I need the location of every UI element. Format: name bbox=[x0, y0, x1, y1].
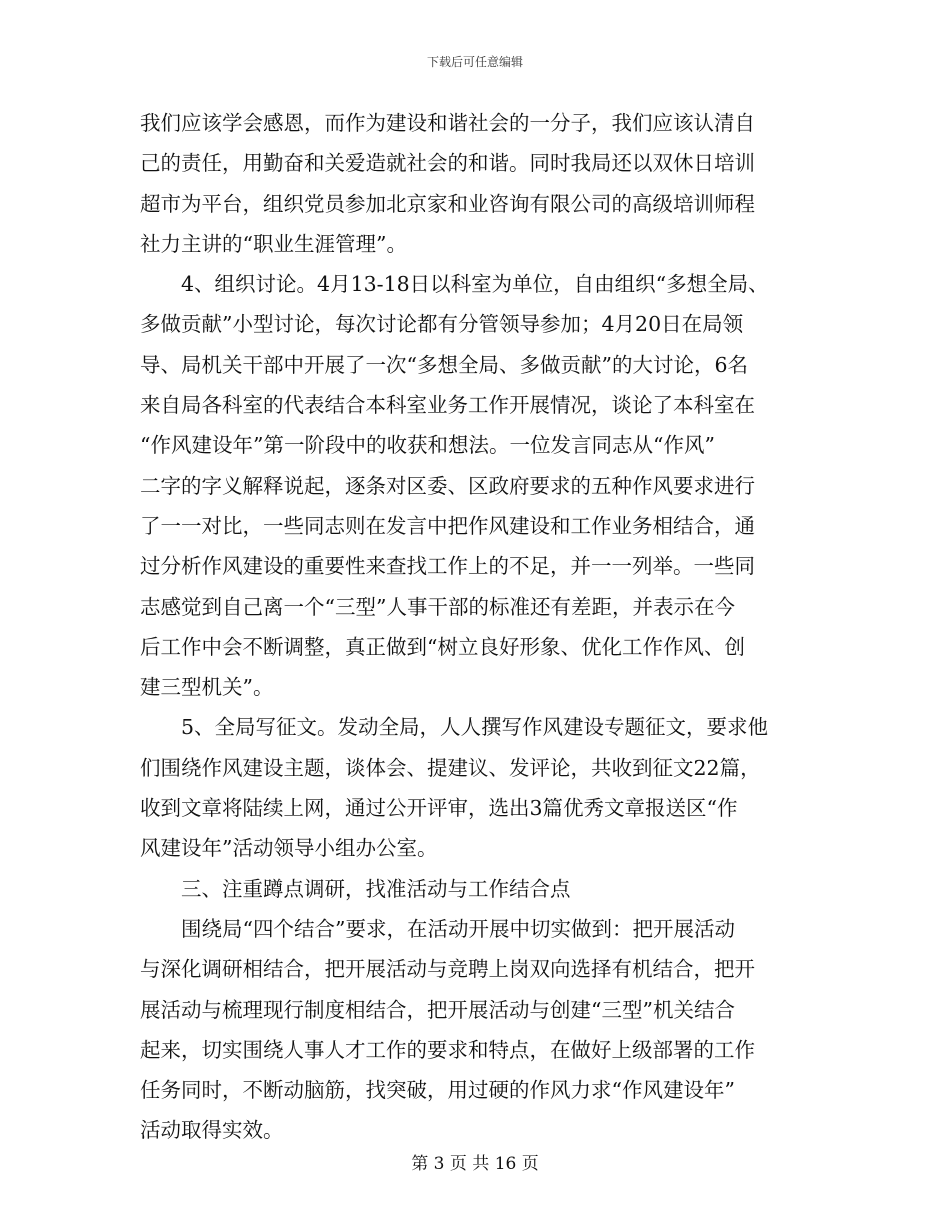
text-line: 们围绕作风建设主题，谈体会、提建议、发评论，共收到征文22篇， bbox=[140, 755, 761, 780]
section-heading: 三、注重蹲点调研，找准活动与工作结合点 bbox=[140, 876, 571, 901]
text-line: 超市为平台，组织党员参加北京家和业咨询有限公司的高级培训师程 bbox=[140, 191, 755, 216]
text-line: 我们应该学会感恩，而作为建设和谐社会的一分子，我们应该认清自 bbox=[140, 111, 755, 135]
text-line: 多做贡献”小型讨论，每次讨论都有分管领导参加；4月20日在局领 bbox=[140, 312, 744, 337]
text-line: 来自局各科室的代表结合本科室业务工作开展情况，谈论了本科室在 bbox=[140, 393, 755, 418]
text-line: 展活动与梳理现行制度相结合，把开展活动与创建“三型”机关结合 bbox=[140, 997, 735, 1022]
document-body bbox=[140, 103, 820, 1151]
text-line: 任务同时，不断动脑筋，找突破，用过硬的作风力求“作风建设年” bbox=[140, 1078, 735, 1103]
text-line: 与深化调研相结合，把开展活动与竞聘上岗双向选择有机结合，把开 bbox=[140, 957, 755, 982]
text-line: 建三型机关”。 bbox=[140, 675, 274, 700]
text-line: 风建设年”活动领导小组办公室。 bbox=[140, 836, 438, 861]
text-line: 起来，切实围绕人事人才工作的要求和特点，在做好上级部署的工作 bbox=[140, 1037, 755, 1062]
text-line: 收到文章将陆续上网，通过公开评审，选出3篇优秀文章报送区“作 bbox=[140, 796, 738, 821]
text-line: “作风建设年”第一阶段中的收获和想法。一位发言同志从“作风” bbox=[140, 433, 715, 458]
text-line: 后工作中会不断调整，真正做到“树立良好形象、优化工作作风、创 bbox=[140, 634, 745, 659]
text-line: 导、局机关干部中开展了一次“多想全局、多做贡献”的大讨论，6名 bbox=[140, 352, 749, 377]
text-line: 志感觉到自己离一个“三型”人事干部的标准还有差距，并表示在今 bbox=[140, 594, 735, 619]
text-line: 围绕局“四个结合”要求，在活动开展中切实做到：把开展活动 bbox=[140, 916, 735, 941]
text-line: 4、组织讨论。4月13-18日以科室为单位，自由组织“多想全局、 bbox=[140, 272, 769, 297]
text-line: 己的责任，用勤奋和关爱造就社会的和谐。同时我局还以双休日培训 bbox=[140, 151, 755, 176]
page-header: 下载后可任意编辑 bbox=[426, 55, 523, 69]
page-number-footer: 第 3 页 共 16 页 bbox=[411, 1154, 539, 1174]
text-line: 活动取得实效。 bbox=[140, 1118, 284, 1143]
text-line: 过分析作风建设的重要性来查找工作上的不足，并一一列举。一些同 bbox=[140, 554, 755, 579]
text-line: 了一一对比，一些同志则在发言中把作风建设和工作业务相结合，通 bbox=[140, 513, 755, 538]
text-line: 社力主讲的“职业生涯管理”。 bbox=[140, 231, 407, 256]
text-line: 5、全局写征文。发动全局，人人撰写作风建设专题征文，要求他 bbox=[140, 715, 769, 740]
text-line: 二字的字义解释说起，逐条对区委、区政府要求的五种作风要求进行 bbox=[140, 473, 755, 498]
